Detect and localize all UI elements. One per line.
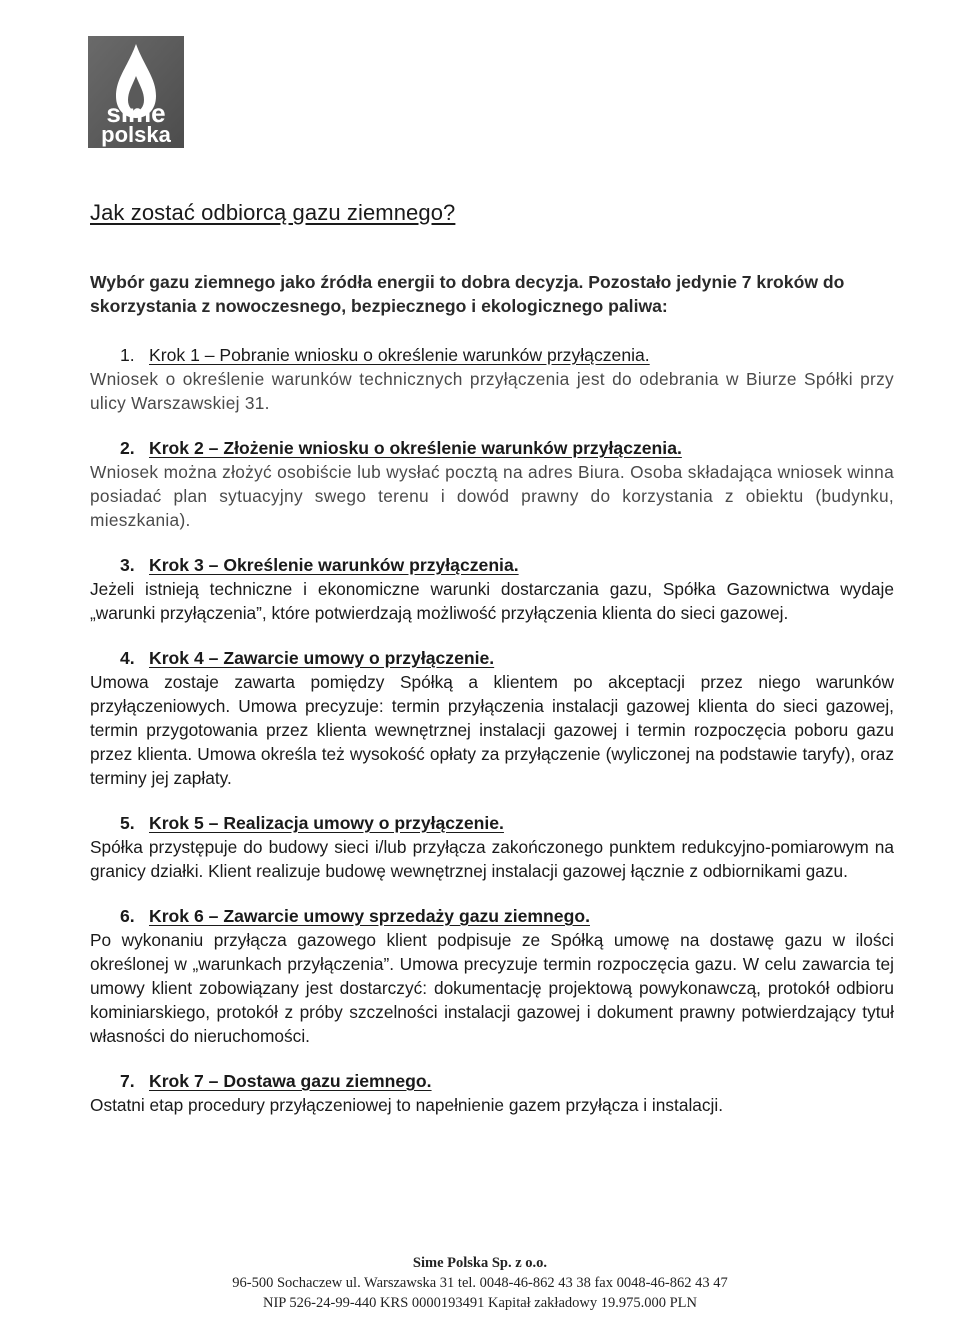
step-6 <box>90 905 894 1048</box>
logo-word-polska: polska <box>101 122 171 147</box>
step-description: Wniosek można złożyć osobiście lub wysłać pocztą na adres Biura. Osoba składająca wniosek winna posiadać plan sytuacyjny swego terenu i dowód prawny do korzystania z obiektu (budynku, mieszkania). <box>90 462 894 530</box>
flame-logo-icon <box>88 36 184 148</box>
footer-company-name: Sime Polska Sp. z o.o. <box>412 1255 548 1271</box>
step-heading <box>90 812 894 835</box>
step-2 <box>90 437 894 532</box>
step-description: Jeżeli istnieją techniczne i ekonomiczne warunki dostarczania gazu, Spółka Gazownictwa wydaje „warunki przyłączenia”, które potwierdzają możliwość przyłączenia klienta do sieci gazowej. <box>90 579 894 623</box>
step-3 <box>90 554 894 625</box>
sime-polska-logo <box>88 36 184 148</box>
footer-registry: NIP 526-24-99-440 KRS 0000193491 Kapitał zakładowy 19.975.000 PLN <box>262 1295 698 1311</box>
step-description: Umowa zostaje zawarta pomiędzy Spółką a klientem po akceptacji przez niego warunków przyłączeniowych. Umowa precyzuje: termin przyłączenia instalacji gazowej klienta do sieci gazowej, termin przygotowania przez klienta wewnętrznej instalacji gazowej i termin rozpoczęcia poboru gazu przez klienta. Umowa określa też wysokość opłaty za przyłączenie (wyliczonej na podstawie taryfy), oraz terminy jej zapłaty. <box>90 672 894 788</box>
steps-list <box>90 344 894 1139</box>
step-5 <box>90 812 894 883</box>
step-number: 1. <box>120 345 135 365</box>
step-number: 4. <box>120 648 135 668</box>
step-title: Krok 7 – Dostawa gazu ziemnego. <box>149 1071 432 1091</box>
step-description: Wniosek o określenie warunków technicznych przyłączenia jest do odebrania w Biurze Spółki przy ulicy Warszawskiej 31. <box>90 369 894 413</box>
step-heading <box>90 437 894 460</box>
step-number: 3. <box>120 555 135 575</box>
step-heading <box>90 647 894 670</box>
step-number: 5. <box>120 813 135 833</box>
page-title: Jak zostać odbiorcą gazu ziemnego? <box>90 200 456 225</box>
step-description: Po wykonaniu przyłącza gazowego klient podpisuje ze Spółką umowę na dostawę gazu w ilości określonej w „warunkach przyłączenia”. Umowa precyzuje termin rozpoczęcia gazu. W celu zawarcia tej umowy klient zobowiązany jest dostarczyć: dokumentację projektową powykonawczą, protokół odbioru kominiarskiego, protokół z próby szczelności instalacji gazowej i dokument prawny potwierdzający tytuł własności do nieruchomości. <box>90 930 894 1046</box>
step-heading <box>90 344 894 367</box>
step-title: Krok 4 – Zawarcie umowy o przyłączenie. <box>149 648 495 668</box>
step-title: Krok 1 – Pobranie wniosku o określenie warunków przyłączenia. <box>149 345 650 365</box>
step-title: Krok 5 – Realizacja umowy o przyłączenie. <box>149 813 504 833</box>
intro-paragraph <box>90 270 870 318</box>
step-title: Krok 2 – Złożenie wniosku o określenie warunków przyłączenia. <box>149 438 682 458</box>
step-1 <box>90 344 894 415</box>
step-heading <box>90 905 894 928</box>
step-number: 7. <box>120 1071 135 1091</box>
step-number: 6. <box>120 906 135 926</box>
step-title: Krok 3 – Określenie warunków przyłączenia. <box>149 555 519 575</box>
step-description: Ostatni etap procedury przyłączeniowej to napełnienie gazem przyłącza i instalacji. <box>90 1095 724 1115</box>
logo-word-sime: sime <box>106 98 166 128</box>
company-footer <box>0 1253 960 1313</box>
step-heading <box>90 1070 894 1093</box>
step-7 <box>90 1070 894 1117</box>
step-title: Krok 6 – Zawarcie umowy sprzedaży gazu ziemnego. <box>149 906 590 926</box>
step-heading <box>90 554 894 577</box>
intro-text: Wybór gazu ziemnego jako źródła energii to dobra decyzja. Pozostało jedynie 7 kroków do skorzystania z nowoczesnego, bezpiecznego i ekologicznego paliwa: <box>90 272 845 316</box>
footer-address: 96-500 Sochaczew ul. Warszawska 31 tel. 0048-46-862 43 38 fax 0048-46-862 43 47 <box>232 1275 728 1291</box>
step-number: 2. <box>120 438 135 458</box>
step-description: Spółka przystępuje do budowy sieci i/lub przyłącza zakończonego punktem redukcyjno-pomiarowym na granicy działki. Klient realizuje budowę wewnętrznej instalacji gazowej łącznie z odbiornikami gazu. <box>90 837 894 881</box>
step-4 <box>90 647 894 790</box>
